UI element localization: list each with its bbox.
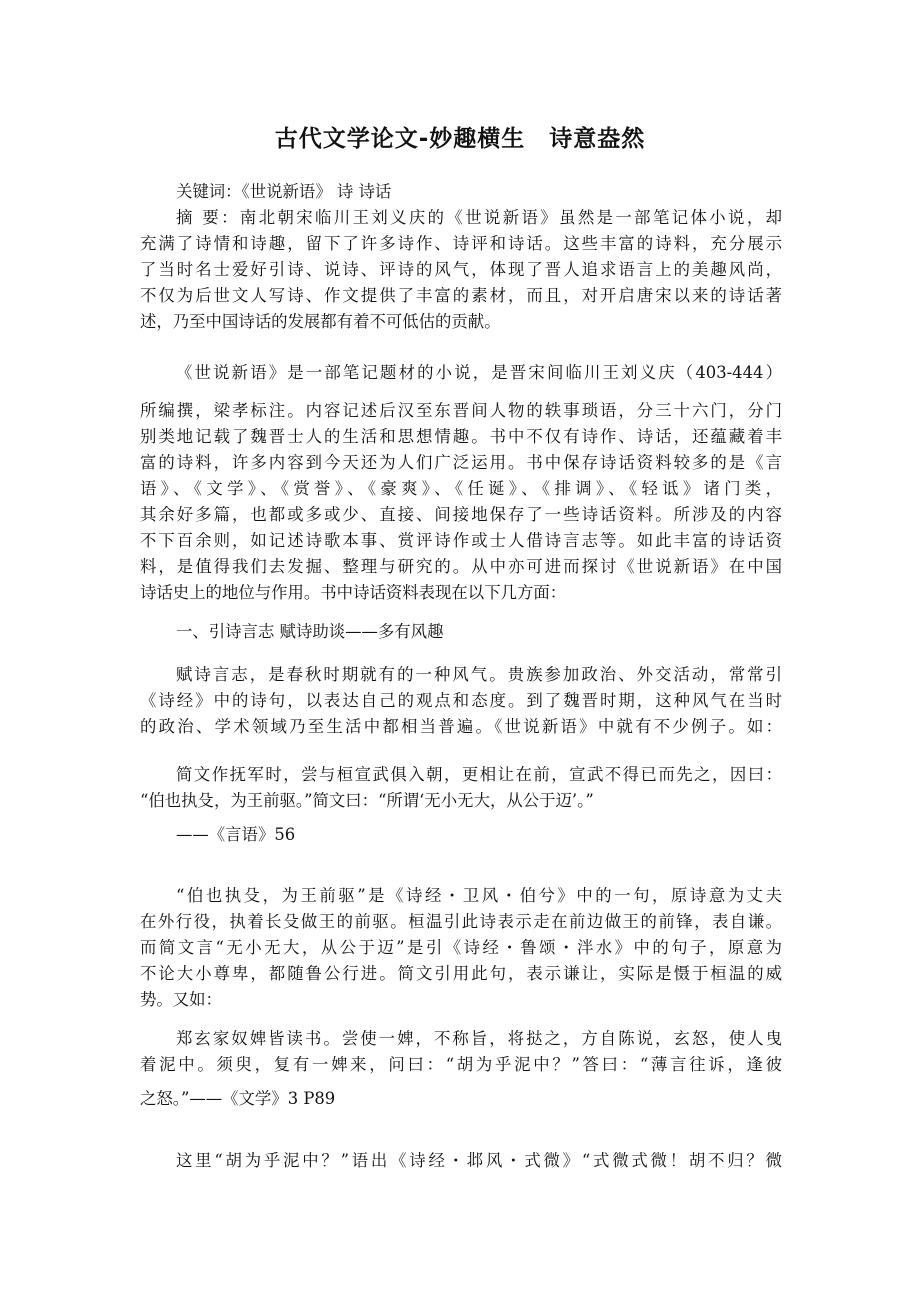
body-line: 势。又如： bbox=[140, 990, 222, 1009]
body-line: 别类地记载了魏晋士人的生活和思想情趣。书中不仅有诗作、诗话，还蕴藏着丰 bbox=[140, 427, 782, 446]
quote-line: “伯也执殳，为王前驱。”简文曰：“所谓‘无小无大，从公于迈’。” bbox=[140, 791, 594, 810]
quote-line: 着泥中。须臾，复有一婢来，问曰：“胡为乎泥中？”答曰：“薄言往诉，逢彼 bbox=[140, 1055, 782, 1074]
body-line: 其余好多篇，也都或多或少、直接、间接地保存了一些诗话资料。所涉及的内容 bbox=[140, 505, 782, 524]
abstract-line: 了当时名士爱好引诗、说诗、评诗的风气，体现了晋人追求语言上的美趣风尚， bbox=[140, 260, 782, 279]
body-line: 而简文言“无小无大，从公于迈”是引《诗经・鲁颂・泮水》中的句子，原意为 bbox=[140, 938, 782, 957]
body-line: 赋诗言志，是春秋时期就有的一种风气。贵族参加政治、外交活动，常常引 bbox=[176, 665, 782, 684]
body-line: 诗话史上的地位与作用。书中诗话资料表现在以下几方面： bbox=[140, 583, 567, 602]
quote-source: ——《言语》56 bbox=[176, 825, 296, 844]
body-line: 不论大小尊卑，都随鲁公行进。简文引用此句，表示谦让，实际是慑于桓温的威 bbox=[140, 964, 782, 983]
body-line: 《世说新语》是一部笔记题材的小说，是晋宋间临川王刘义庆（403-444） bbox=[176, 363, 782, 382]
body-line: 料，是值得我们去发掘、整理与研究的。从中亦可进而探讨《世说新语》在中国 bbox=[140, 557, 782, 576]
section-heading: 一、引诗言志 赋诗助谈——多有风趣 bbox=[176, 622, 444, 641]
body-line: 的政治、学术领域乃至生活中都相当普遍。《世说新语》中就有不少例子。如： bbox=[140, 717, 782, 736]
body-line: 《诗经》中的诗句，以表达自己的观点和态度。到了魏晋时期，这种风气在当时 bbox=[140, 691, 782, 710]
quote-line: 之怒。”——《文学》3 P89 bbox=[140, 1089, 336, 1108]
abstract-line: 不仅为后世文人写诗、作文提供了丰富的素材，而且，对开启唐宋以来的诗话著 bbox=[140, 286, 782, 305]
body-line: 语》、《文学》、《赏誉》、《豪爽》、《任诞》、《排调》、《轻诋》诸门类， bbox=[140, 479, 782, 498]
abstract-line: 摘 要：南北朝宋临川王刘义庆的《世说新语》虽然是一部笔记体小说，却 bbox=[176, 208, 782, 227]
abstract-line: 述，乃至中国诗话的发展都有着不可低估的贡献。 bbox=[140, 312, 501, 331]
abstract-line: 充满了诗情和诗趣，留下了许多诗作、诗评和诗话。这些丰富的诗料，充分展示 bbox=[140, 234, 782, 253]
body-line: “伯也执殳，为王前驱”是《诗经・卫风・伯兮》中的一句，原诗意为丈夫 bbox=[176, 886, 782, 905]
keywords-line: 关键词：《世说新语》 诗 诗话 bbox=[176, 182, 392, 201]
quote-line: 简文作抚军时，尝与桓宣武俱入朝，更相让在前，宣武不得已而先之，因曰： bbox=[176, 765, 782, 784]
quote-line: 郑玄家奴婢皆读书。尝使一婢，不称旨，将挞之，方自陈说，玄怒，使人曳 bbox=[176, 1029, 782, 1048]
body-line: 在外行役，执着长殳做王的前驱。桓温引此诗表示走在前边做王的前锋，表自谦。 bbox=[140, 912, 782, 931]
body-line: 这里“胡为乎泥中？”语出《诗经・邶风・式微》“式微式微！胡不归？微 bbox=[176, 1151, 782, 1170]
body-line: 不下百余则，如记述诗歌本事、赏评诗作或士人借诗言志等。如此丰富的诗话资 bbox=[140, 531, 782, 550]
page-title: 古代文学论文-妙趣横生 诗意盎然 bbox=[274, 126, 646, 152]
body-line: 所编撰，梁孝标注。内容记述后汉至东晋间人物的轶事琐语，分三十六门，分门 bbox=[140, 401, 782, 420]
body-line: 富的诗料，许多内容到今天还为人们广泛运用。书中保存诗话资料较多的是《言 bbox=[140, 453, 782, 472]
